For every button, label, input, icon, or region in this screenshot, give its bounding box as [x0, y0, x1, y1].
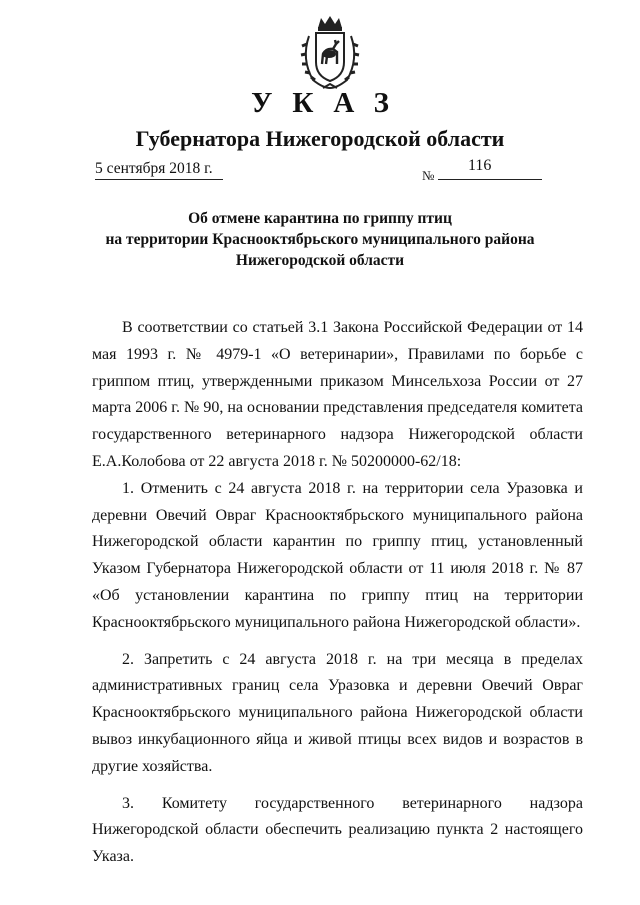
document-heading — [0, 208, 640, 271]
document-number: 116 — [468, 157, 492, 174]
date-underline — [95, 179, 223, 180]
number-underline — [438, 179, 542, 180]
heading-line-2: на территории Краснооктябрьского муниципального района — [105, 231, 535, 248]
document-date: 5 сентября 2018 г. — [95, 160, 213, 177]
coat-of-arms-icon — [299, 14, 361, 92]
document-type: УКАЗ — [251, 87, 409, 119]
heading-line-3: Нижегородской области — [235, 252, 405, 269]
item-2-paragraph: 2. Запретить с 24 августа 2018 г. на три месяца в пределах административных границ села Уразовка и деревни Овечий Овраг Краснооктябрьского муниципального района Нижегородской области вывоз инкубационного яйца и живой птицы всех видов и возрастов в другие хозяйства. — [92, 650, 583, 775]
preamble-paragraph: В соответствии со статьей 3.1 Закона Российской Федерации от 14 мая 1993 г. № 4979-1 «О ветеринарии», Правилами по борьбе с гриппом птиц, утвержденными приказом Минсельхоза России от 27 марта 2006 г. № 90, на основании представления председателя комитета государственного ветеринарного надзора Нижегородской области Е.А.Колобова от 22 августа 2018 г. № 50200000-62/18: — [92, 319, 583, 470]
item-3-paragraph: 3. Комитету государственного ветеринарного надзора Нижегородской области обеспечить реализацию пункта 2 настоящего Указа. — [92, 794, 583, 866]
issuer-title: Губернатора Нижегородской области — [135, 126, 505, 151]
heading-line-1: Об отмене карантина по гриппу птиц — [188, 210, 452, 227]
number-sign: № — [422, 168, 435, 183]
document-body — [92, 315, 583, 881]
item-1-paragraph: 1. Отменить с 24 августа 2018 г. на территории села Уразовка и деревни Овечий Овраг Краснооктябрьского муниципального района Нижегородской области карантин по гриппу птиц, установленный Указом Губернатора Нижегородской области от 11 июля 2018 г. № 87 «Об установлении карантина по гриппу птиц на территории Краснооктябрьского муниципального района Нижегородской области». — [92, 479, 583, 631]
